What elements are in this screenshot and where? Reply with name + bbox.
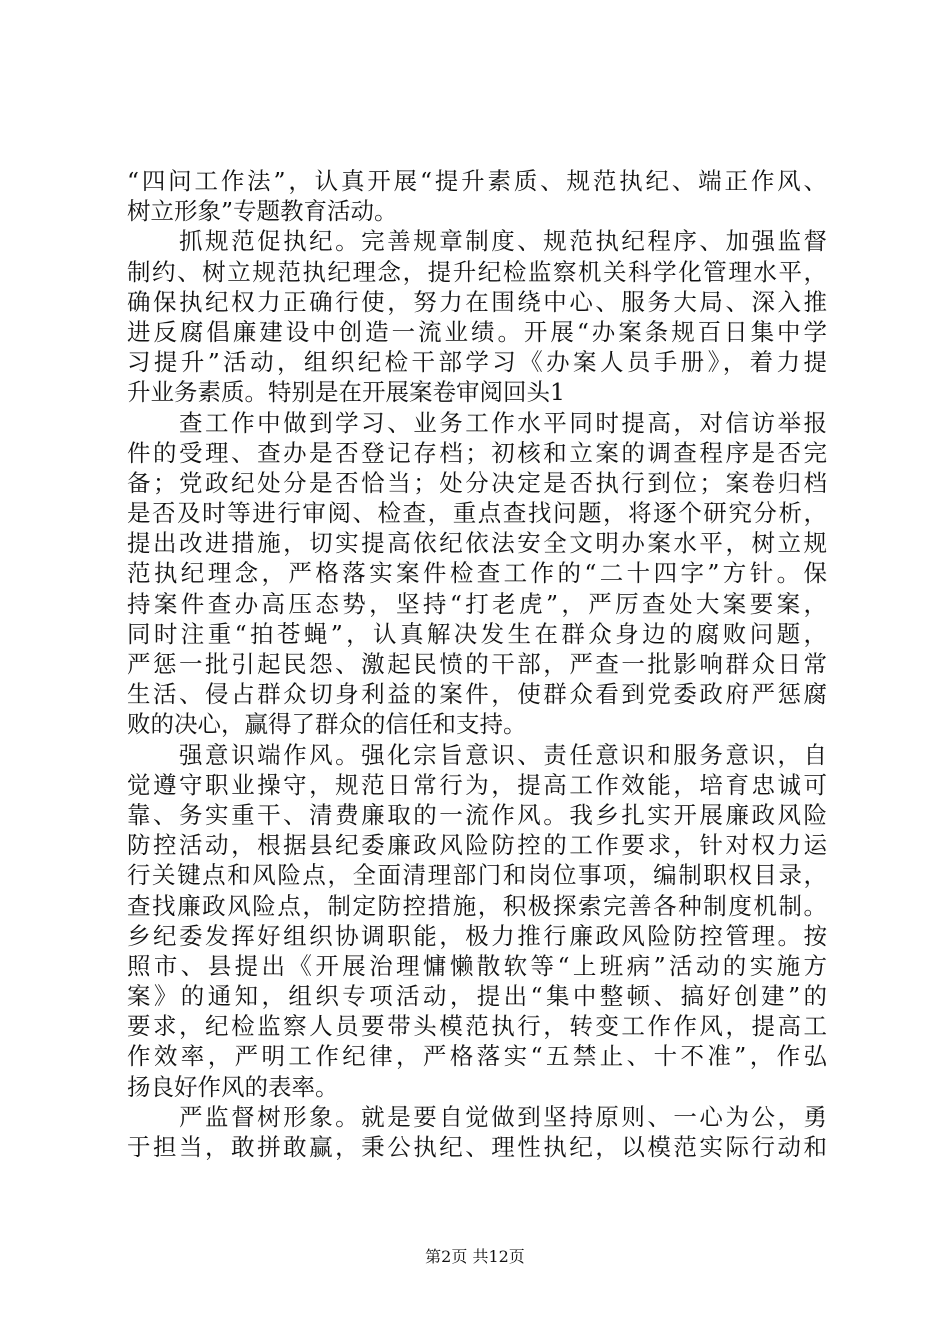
text-line: 扬良好作风的表率。 <box>127 1072 339 1101</box>
text-line: 败的决心，赢得了群众的信任和支持。 <box>127 710 527 739</box>
text-line: 习提升”活动，组织纪检干部学习《办案人员手册》，着力提 <box>127 348 827 377</box>
text-line: 行关键点和风险点，全面清理部门和岗位事项，编制职权目录， <box>127 861 827 890</box>
text-line: 查工作中做到学习、业务工作水平同时提高，对信访举报 <box>127 408 827 437</box>
text-line: 防控活动，根据县纪委廉政风险防控的工作要求，针对权力运 <box>127 831 827 860</box>
text-line: 照市、县提出《开展治理慵懒散软等“上班病”活动的实施方 <box>127 951 827 980</box>
text-line: 树立形象”专题教育活动。 <box>127 197 398 226</box>
text-line: 同时注重“拍苍蝇”，认真解决发生在群众身边的腐败问题， <box>127 619 827 648</box>
text-line: “四问工作法”，认真开展“提升素质、规范执纪、端正作风、 <box>127 167 827 195</box>
text-line: 乡纪委发挥好组织协调职能，极力推行廉政风险防控管理。按 <box>127 921 827 950</box>
text-line: 靠、务实重干、清费廉取的一流作风。我乡扎实开展廉政风险 <box>127 800 827 829</box>
text-line: 范执纪理念，严格落实案件检查工作的“二十四字”方针。保 <box>127 559 827 588</box>
text-line: 生活、侵占群众切身利益的案件，使群众看到党委政府严惩腐 <box>127 680 827 709</box>
page-footer: 第2页 共12页 <box>425 1247 525 1266</box>
text-line: 于担当，敢拼敢赢，秉公执纪、理性执纪，以模范实际行动和 <box>127 1133 827 1161</box>
text-line: 提出改进措施，切实提高依纪依法安全文明办案水平，树立规 <box>127 529 827 558</box>
text-line: 觉遵守职业操守，规范日常行为，提高工作效能，培育忠诚可 <box>127 770 827 799</box>
text-line: 进反腐倡廉建设中创造一流业绩。开展“办案条规百日集中学 <box>127 317 827 346</box>
text-line: 强意识端作风。强化宗旨意识、责任意识和服务意识，自 <box>127 740 827 769</box>
text-line: 备；党政纪处分是否恰当；处分决定是否执行到位；案卷归档 <box>127 468 827 497</box>
document-body <box>127 166 827 1162</box>
text-line: 制约、树立规范执纪理念，提升纪检监察机关科学化管理水平， <box>127 257 827 286</box>
text-line: 确保执纪权力正确行使，努力在围绕中心、服务大局、深入推 <box>127 287 827 316</box>
text-line: 件的受理、查办是否登记存档；初核和立案的调查程序是否完 <box>127 438 827 467</box>
text-line: 是否及时等进行审阅、检查，重点查找问题，将逐个研究分析， <box>127 499 827 528</box>
text-line: 升业务素质。特别是在开展案卷审阅回头1 <box>127 378 565 407</box>
text-line: 作效率，严明工作纪律，严格落实“五禁止、十不准”，作弘 <box>127 1042 827 1071</box>
text-line: 查找廉政风险点，制定防控措施，积极探索完善各种制度机制。 <box>127 891 827 920</box>
text-line: 抓规范促执纪。完善规章制度、规范执纪程序、加强监督 <box>127 227 827 256</box>
text-line: 要求，纪检监察人员要带头模范执行，转变工作作风，提高工 <box>127 1012 827 1041</box>
text-line: 持案件查办高压态势，坚持“打老虎”，严厉查处大案要案， <box>127 589 827 618</box>
text-line: 案》的通知，组织专项活动，提出“集中整顿、搞好创建”的 <box>127 982 827 1011</box>
text-line: 严惩一批引起民怨、激起民愤的干部，严查一批影响群众日常 <box>127 650 827 678</box>
text-line: 严监督树形象。就是要自觉做到坚持原则、一心为公，勇 <box>127 1102 827 1131</box>
